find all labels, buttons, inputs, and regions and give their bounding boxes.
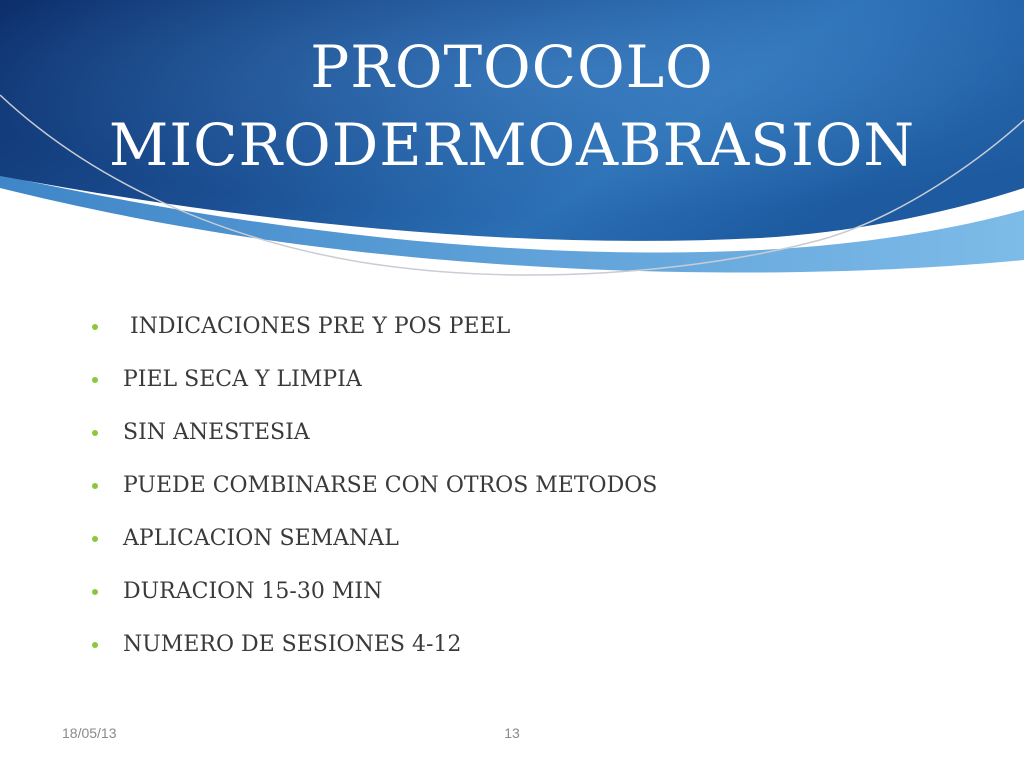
bullet-dot-icon <box>92 536 98 542</box>
bullet-text: PIEL SECA Y LIMPIA <box>123 367 362 392</box>
slide-title <box>0 28 1024 184</box>
bullet-dot-icon <box>92 642 98 648</box>
bullet-text: DURACION 15-30 MIN <box>123 579 383 604</box>
bullet-text: PUEDE COMBINARSE CON OTROS METODOS <box>123 473 658 498</box>
bullet-dot-icon <box>92 324 98 330</box>
footer-date: 18/05/13 <box>62 725 117 741</box>
bullet-dot-icon <box>92 377 98 383</box>
bullet-dot-icon <box>92 589 98 595</box>
bullet-text: SIN ANESTESIA <box>123 420 310 445</box>
title-line-1: PROTOCOLO <box>310 33 714 101</box>
page-number: 13 <box>504 725 520 741</box>
bullet-text: APLICACION SEMANAL <box>123 526 399 551</box>
bullet-text: NUMERO DE SESIONES 4-12 <box>123 632 462 657</box>
title-line-2: MICRODERMOABRASION <box>108 111 916 179</box>
bullet-text: INDICACIONES PRE Y POS PEEL <box>123 314 511 339</box>
bullet-dot-icon <box>92 430 98 436</box>
bullet-dot-icon <box>92 483 98 489</box>
